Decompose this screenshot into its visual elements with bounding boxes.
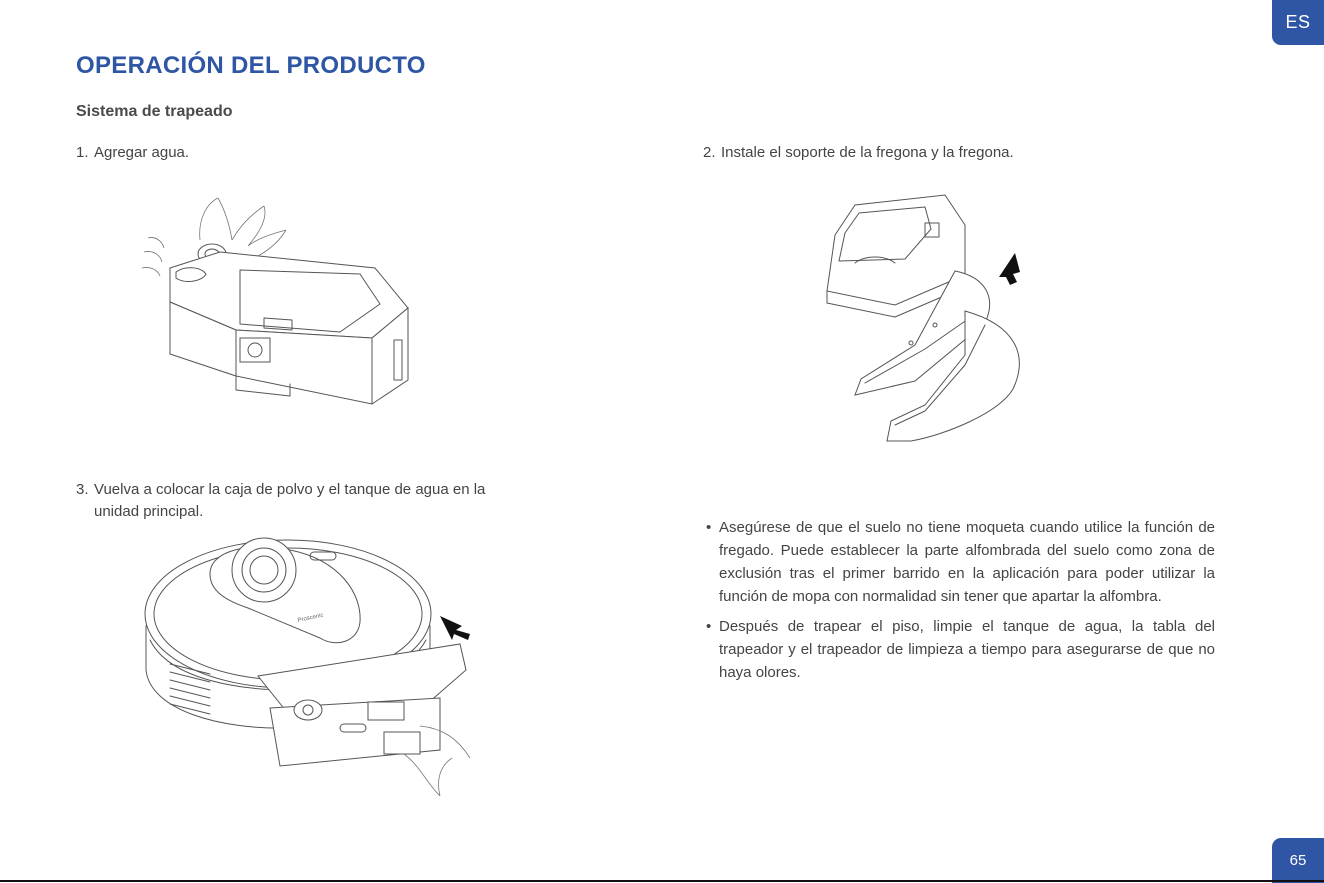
step-1-text: Agregar agua. bbox=[94, 144, 190, 161]
step-3 bbox=[76, 479, 516, 523]
step-3-text-line2: unidad principal. bbox=[94, 503, 204, 520]
robot-brand-label: Proscenic bbox=[297, 612, 325, 624]
page-title: OPERACIÓN DEL PRODUCTO bbox=[76, 52, 426, 79]
step-2-number: 2. bbox=[703, 144, 716, 161]
step-2 bbox=[703, 142, 1014, 164]
step-2-text: Instale el soporte de la fregona y la fregona. bbox=[721, 144, 1014, 161]
language-tab: ES bbox=[1272, 0, 1324, 45]
step-3-text-line1: Vuelva a colocar la caja de polvo y el tanque de agua en la bbox=[94, 481, 486, 498]
section-title: Sistema de trapeado bbox=[76, 103, 233, 120]
note-item-carpet: • Asegúrese de que el suelo no tiene moqueta cuando utilice la función de fregado. Puede establecer la parte alfombrada del suelo como zona de exclusión tras el primer barrido en la aplicación para poder utilizar la función de mopa con normalidad sin tener que apartar la alfombra. bbox=[706, 516, 1215, 608]
notes-list bbox=[706, 516, 1215, 691]
note-item-cleaning: • Después de trapear el piso, limpie el tanque de agua, la tabla del trapeador y el trapeador de limpieza a tiempo para asegurarse de que no haya olores. bbox=[706, 615, 1215, 684]
page-number: 65 bbox=[1272, 838, 1324, 883]
step-1-number: 1. bbox=[76, 144, 89, 161]
step-3-number: 3. bbox=[76, 481, 89, 498]
reinsert-tank-illustration bbox=[140, 530, 480, 800]
add-water-illustration bbox=[140, 190, 430, 412]
install-mop-illustration bbox=[815, 185, 1050, 455]
bottom-rule bbox=[0, 880, 1324, 882]
step-1 bbox=[76, 142, 189, 164]
